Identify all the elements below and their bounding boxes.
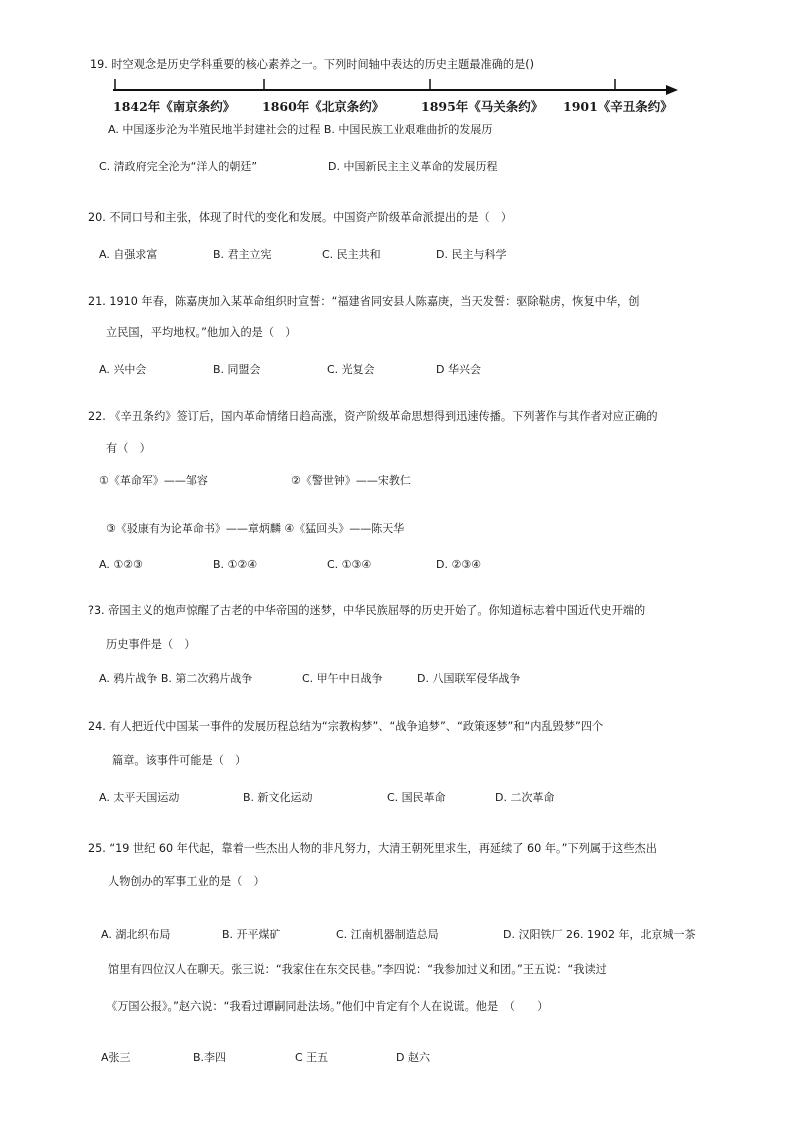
q22-option-d: D. ②③④ bbox=[436, 558, 482, 571]
timeline-label: 1895年《马关条约》 bbox=[421, 99, 544, 114]
q25-option-a: A. 湖北织布局 bbox=[101, 928, 171, 941]
timeline-arrow bbox=[666, 85, 678, 95]
q21-option-d: D 华兴会 bbox=[436, 363, 481, 376]
q25-stem-line2: 人物创办的军事工业的是（ ） bbox=[108, 875, 265, 888]
q21-option-a: A. 兴中会 bbox=[99, 363, 147, 376]
q25-option-b: B. 开平煤矿 bbox=[222, 928, 281, 941]
q22-stem-line2: 有（ ） bbox=[106, 442, 151, 455]
q24-option-b: B. 新文化运动 bbox=[243, 791, 313, 804]
q25-stem-line1: 25. “19 世纪 60 年代起，靠着一些杰出人物的非凡努力，大清王朝死里求生，再延续了 60 年。”下列属于这些杰出 bbox=[88, 842, 657, 855]
timeline-label: 1901《辛丑条约》 bbox=[563, 99, 673, 114]
q21-option-c: C. 光复会 bbox=[327, 363, 375, 376]
q22-item-3-4: ③《驳康有为论革命书》——章炳麟 ④《猛回头》——陈天华 bbox=[106, 522, 405, 535]
q24-stem-line1: 24. 有人把近代中国某一事件的发展历程总结为“宗教构梦”、“战争追梦”、“政策逐梦”和“内乱毁梦”四个 bbox=[88, 720, 604, 733]
q20-stem: 20. 不同口号和主张，体现了时代的变化和发展。中国资产阶级革命派提出的是（ ） bbox=[88, 211, 513, 224]
q19-stem: 19. 时空观念是历史学科重要的核心素养之一。下列时间轴中表达的历史主题最准确的是() bbox=[90, 58, 535, 71]
q26-option-d: D 赵六 bbox=[396, 1051, 430, 1064]
q26-line2: 《万国公报》。”赵六说：“我看过谭嗣同赴法场。”他们中肯定有个人在说谎。他是 （ ） bbox=[106, 1000, 549, 1013]
q24-stem-line2: 篇章。该事件可能是（ ） bbox=[112, 754, 247, 767]
q23-option-c: C. 甲午中日战争 bbox=[302, 672, 383, 685]
q23-stem-line1: ?3. 帝国主义的炮声惊醒了古老的中华帝国的迷梦，中华民族屈辱的历史开始了。你知道标志着中国近代史开端的 bbox=[88, 604, 646, 617]
q23-stem-line2: 历史事件是（ ） bbox=[106, 638, 196, 651]
q22-item-1: ①《革命军》——邹容 bbox=[99, 474, 208, 487]
q24-option-a: A. 太平天国运动 bbox=[99, 791, 180, 804]
q22-option-c: C. ①③④ bbox=[327, 558, 372, 571]
q22-stem-line1: 22. 《辛丑条约》签订后，国内革命情绪日趋高涨，资产阶级革命思想得到迅速传播。下列著作与其作者对应正确的 bbox=[88, 410, 658, 423]
q25-option-d: D. 汉阳铁厂 26. 1902 年，北京城一茶 bbox=[503, 928, 696, 941]
q23-option-d: D. 八国联军侵华战争 bbox=[417, 672, 521, 685]
q21-option-b: B. 同盟会 bbox=[213, 363, 261, 376]
q21-stem-line2: 立民国，平均地权。”他加入的是（ ） bbox=[106, 326, 297, 339]
timeline-label: 1860年《北京条约》 bbox=[262, 99, 385, 114]
q20-option-d: D. 民主与科学 bbox=[436, 248, 507, 261]
timeline-label: 1842年《南京条约》 bbox=[113, 99, 236, 114]
q26-option-a: A张三 bbox=[101, 1051, 131, 1064]
q22-option-b: B. ①②④ bbox=[213, 558, 258, 571]
q22-option-a: A. ①②③ bbox=[99, 558, 143, 571]
q25-option-c: C. 江南机器制造总局 bbox=[336, 928, 439, 941]
q26-option-b: B.李四 bbox=[193, 1051, 227, 1064]
q26-option-c: C 王五 bbox=[295, 1051, 329, 1064]
q24-option-d: D. 二次革命 bbox=[495, 791, 555, 804]
q20-option-a: A. 自强求富 bbox=[99, 248, 158, 261]
q24-option-c: C. 国民革命 bbox=[387, 791, 446, 804]
q20-option-c: C. 民主共和 bbox=[322, 248, 381, 261]
q19-option-d: D. 中国新民主主义革命的发展历程 bbox=[328, 160, 498, 173]
q20-option-b: B. 君主立宪 bbox=[213, 248, 272, 261]
q23-option-ab: A. 鸦片战争 B. 第二次鸦片战争 bbox=[99, 672, 253, 685]
q21-stem-line1: 21. 1910 年春，陈嘉庚加入某革命组织时宣誓：“福建省同安县人陈嘉庚，当天发誓：驱除鞑虏，恢复中华，创 bbox=[88, 295, 640, 308]
q19-options-ab: A. 中国逐步沦为半殖民地半封建社会的过程 B. 中国民族工业艰难曲折的发展历 bbox=[108, 123, 493, 136]
q19-option-c: C. 清政府完全沦为“洋人的朝廷” bbox=[99, 160, 258, 173]
q22-item-2: ②《警世钟》——宋教仁 bbox=[291, 474, 411, 487]
q26-line1: 馆里有四位汉人在聊天。张三说：“我家住在东交民巷。”李四说：“我参加过义和团。”王五说：“我读过 bbox=[108, 963, 607, 976]
